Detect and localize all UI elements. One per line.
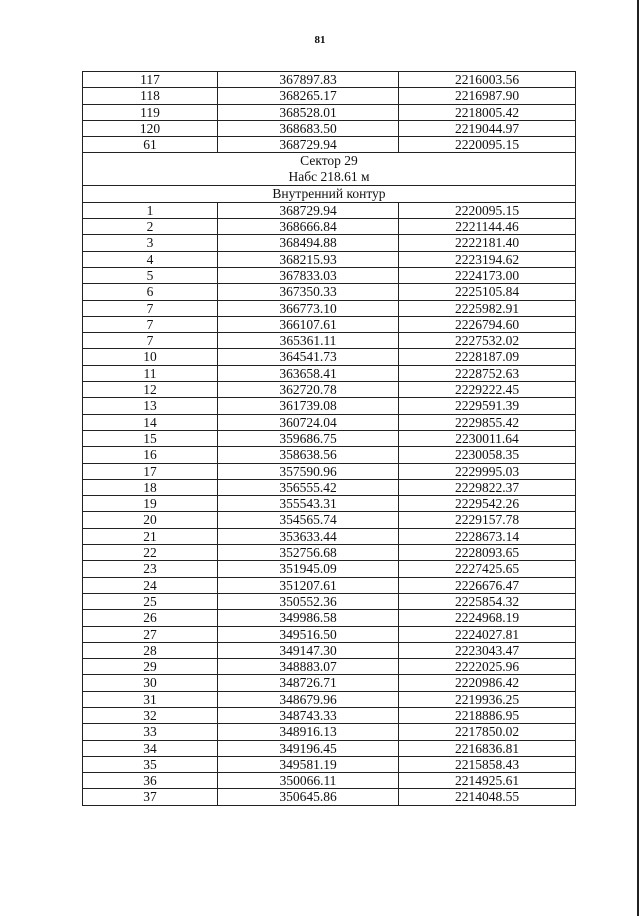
- point-number-cell: 1: [83, 202, 218, 218]
- x-coordinate-cell: 366773.10: [218, 300, 399, 316]
- y-coordinate-cell: 2229542.26: [399, 496, 576, 512]
- table-row: [83, 267, 576, 283]
- x-coordinate-cell: 358638.56: [218, 447, 399, 463]
- table-row: [83, 414, 576, 430]
- table-row: [83, 675, 576, 691]
- y-coordinate-cell: 2219044.97: [399, 120, 576, 136]
- y-coordinate-cell: 2218005.42: [399, 104, 576, 120]
- y-coordinate-cell: 2222181.40: [399, 235, 576, 251]
- sector-title: Сектор 29: [300, 153, 358, 169]
- table-row: [83, 707, 576, 723]
- x-coordinate-cell: 359686.75: [218, 430, 399, 446]
- y-coordinate-cell: 2225854.32: [399, 593, 576, 609]
- y-coordinate-cell: 2224968.19: [399, 610, 576, 626]
- y-coordinate-cell: 2228752.63: [399, 365, 576, 381]
- table-row: [83, 512, 576, 528]
- x-coordinate-cell: 349516.50: [218, 626, 399, 642]
- table-row: [83, 447, 576, 463]
- table-row: [83, 642, 576, 658]
- point-number-cell: 4: [83, 251, 218, 267]
- x-coordinate-cell: 361739.08: [218, 398, 399, 414]
- point-number-cell: 37: [83, 789, 218, 805]
- table-row: [83, 251, 576, 267]
- x-coordinate-cell: 356555.42: [218, 479, 399, 495]
- y-coordinate-cell: 2225982.91: [399, 300, 576, 316]
- x-coordinate-cell: 365361.11: [218, 333, 399, 349]
- y-coordinate-cell: 2220986.42: [399, 675, 576, 691]
- sector-height: Набс 218.61 м: [288, 169, 370, 185]
- point-number-cell: 26: [83, 610, 218, 626]
- point-number-cell: 22: [83, 545, 218, 561]
- y-coordinate-cell: 2219936.25: [399, 691, 576, 707]
- x-coordinate-cell: 354565.74: [218, 512, 399, 528]
- y-coordinate-cell: 2218886.95: [399, 707, 576, 723]
- coordinates-table: [82, 71, 576, 806]
- table-row: [83, 610, 576, 626]
- y-coordinate-cell: 2229822.37: [399, 479, 576, 495]
- x-coordinate-cell: 348883.07: [218, 659, 399, 675]
- table-row: [83, 333, 576, 349]
- point-number-cell: 117: [83, 72, 218, 88]
- table-row: [83, 659, 576, 675]
- y-coordinate-cell: 2223194.62: [399, 251, 576, 267]
- point-number-cell: 30: [83, 675, 218, 691]
- x-coordinate-cell: 349147.30: [218, 642, 399, 658]
- x-coordinate-cell: 355543.31: [218, 496, 399, 512]
- contour-rows: [83, 202, 576, 805]
- x-coordinate-cell: 351945.09: [218, 561, 399, 577]
- point-number-cell: 14: [83, 414, 218, 430]
- point-number-cell: 15: [83, 430, 218, 446]
- point-number-cell: 20: [83, 512, 218, 528]
- y-coordinate-cell: 2225105.84: [399, 284, 576, 300]
- y-coordinate-cell: 2216987.90: [399, 88, 576, 104]
- point-number-cell: 31: [83, 691, 218, 707]
- table-row: [83, 202, 576, 218]
- x-coordinate-cell: 366107.61: [218, 316, 399, 332]
- point-number-cell: 32: [83, 707, 218, 723]
- point-number-cell: 11: [83, 365, 218, 381]
- table-row: [83, 235, 576, 251]
- x-coordinate-cell: 351207.61: [218, 577, 399, 593]
- x-coordinate-cell: 367897.83: [218, 72, 399, 88]
- point-number-cell: 24: [83, 577, 218, 593]
- sector-heading-cell: [83, 153, 576, 186]
- point-number-cell: 25: [83, 593, 218, 609]
- x-coordinate-cell: 368528.01: [218, 104, 399, 120]
- x-coordinate-cell: 348743.33: [218, 707, 399, 723]
- point-number-cell: 17: [83, 463, 218, 479]
- x-coordinate-cell: 349986.58: [218, 610, 399, 626]
- table-row: [83, 88, 576, 104]
- point-number-cell: 18: [83, 479, 218, 495]
- point-number-cell: 2: [83, 219, 218, 235]
- y-coordinate-cell: 2217850.02: [399, 724, 576, 740]
- x-coordinate-cell: 349196.45: [218, 740, 399, 756]
- x-coordinate-cell: 352756.68: [218, 545, 399, 561]
- table-row: [83, 382, 576, 398]
- point-number-cell: 35: [83, 756, 218, 772]
- x-coordinate-cell: 350552.36: [218, 593, 399, 609]
- point-number-cell: 28: [83, 642, 218, 658]
- y-coordinate-cell: 2221144.46: [399, 219, 576, 235]
- x-coordinate-cell: 364541.73: [218, 349, 399, 365]
- point-number-cell: 33: [83, 724, 218, 740]
- point-number-cell: 34: [83, 740, 218, 756]
- x-coordinate-cell: 348679.96: [218, 691, 399, 707]
- table-row: [83, 104, 576, 120]
- x-coordinate-cell: 368683.50: [218, 120, 399, 136]
- table-row: [83, 545, 576, 561]
- y-coordinate-cell: 2230011.64: [399, 430, 576, 446]
- point-number-cell: 13: [83, 398, 218, 414]
- y-coordinate-cell: 2228673.14: [399, 528, 576, 544]
- page-number: 81: [314, 34, 326, 46]
- point-number-cell: 118: [83, 88, 218, 104]
- y-coordinate-cell: 2214925.61: [399, 773, 576, 789]
- table-row: [83, 316, 576, 332]
- x-coordinate-cell: 367350.33: [218, 284, 399, 300]
- table-row: [83, 463, 576, 479]
- table-row: [83, 740, 576, 756]
- y-coordinate-cell: 2226676.47: [399, 577, 576, 593]
- table-row: [83, 300, 576, 316]
- x-coordinate-cell: 368729.94: [218, 137, 399, 153]
- table-row: [83, 577, 576, 593]
- inner-contour-row: [83, 186, 576, 202]
- x-coordinate-cell: 368494.88: [218, 235, 399, 251]
- x-coordinate-cell: 368215.93: [218, 251, 399, 267]
- y-coordinate-cell: 2227532.02: [399, 333, 576, 349]
- y-coordinate-cell: 2227425.65: [399, 561, 576, 577]
- point-number-cell: 5: [83, 267, 218, 283]
- table-row: [83, 496, 576, 512]
- point-number-cell: 10: [83, 349, 218, 365]
- y-coordinate-cell: 2220095.15: [399, 137, 576, 153]
- table-row: [83, 120, 576, 136]
- table-row: [83, 561, 576, 577]
- point-number-cell: 3: [83, 235, 218, 251]
- y-coordinate-cell: 2229157.78: [399, 512, 576, 528]
- x-coordinate-cell: 348916.13: [218, 724, 399, 740]
- x-coordinate-cell: 353633.44: [218, 528, 399, 544]
- point-number-cell: 23: [83, 561, 218, 577]
- y-coordinate-cell: 2229591.39: [399, 398, 576, 414]
- point-number-cell: 61: [83, 137, 218, 153]
- x-coordinate-cell: 350066.11: [218, 773, 399, 789]
- sector-header-row: [83, 153, 576, 186]
- table-row: [83, 398, 576, 414]
- y-coordinate-cell: 2216003.56: [399, 72, 576, 88]
- y-coordinate-cell: 2229855.42: [399, 414, 576, 430]
- x-coordinate-cell: 360724.04: [218, 414, 399, 430]
- table-row: [83, 219, 576, 235]
- x-coordinate-cell: 368265.17: [218, 88, 399, 104]
- x-coordinate-cell: 357590.96: [218, 463, 399, 479]
- point-number-cell: 27: [83, 626, 218, 642]
- table-row: [83, 528, 576, 544]
- y-coordinate-cell: 2224173.00: [399, 267, 576, 283]
- y-coordinate-cell: 2216836.81: [399, 740, 576, 756]
- point-number-cell: 36: [83, 773, 218, 789]
- table-row: [83, 349, 576, 365]
- point-number-cell: 21: [83, 528, 218, 544]
- y-coordinate-cell: 2226794.60: [399, 316, 576, 332]
- inner-contour-label: Внутренний контур: [83, 186, 576, 202]
- table-row: [83, 773, 576, 789]
- point-number-cell: 119: [83, 104, 218, 120]
- y-coordinate-cell: 2220095.15: [399, 202, 576, 218]
- point-number-cell: 19: [83, 496, 218, 512]
- point-number-cell: 12: [83, 382, 218, 398]
- table-row: [83, 789, 576, 805]
- x-coordinate-cell: 350645.86: [218, 789, 399, 805]
- y-coordinate-cell: 2228093.65: [399, 545, 576, 561]
- y-coordinate-cell: 2229995.03: [399, 463, 576, 479]
- point-number-cell: 120: [83, 120, 218, 136]
- table-row: [83, 365, 576, 381]
- point-number-cell: 7: [83, 333, 218, 349]
- x-coordinate-cell: 368729.94: [218, 202, 399, 218]
- table-row: [83, 479, 576, 495]
- table-row: [83, 626, 576, 642]
- y-coordinate-cell: 2224027.81: [399, 626, 576, 642]
- x-coordinate-cell: 348726.71: [218, 675, 399, 691]
- table-row: [83, 593, 576, 609]
- y-coordinate-cell: 2222025.96: [399, 659, 576, 675]
- x-coordinate-cell: 367833.03: [218, 267, 399, 283]
- table-row: [83, 284, 576, 300]
- y-coordinate-cell: 2214048.55: [399, 789, 576, 805]
- x-coordinate-cell: 362720.78: [218, 382, 399, 398]
- table-row: [83, 430, 576, 446]
- table-row: [83, 72, 576, 88]
- point-number-cell: 7: [83, 316, 218, 332]
- x-coordinate-cell: 363658.41: [218, 365, 399, 381]
- point-number-cell: 6: [83, 284, 218, 300]
- x-coordinate-cell: 368666.84: [218, 219, 399, 235]
- table-row: [83, 137, 576, 153]
- point-number-cell: 29: [83, 659, 218, 675]
- x-coordinate-cell: 349581.19: [218, 756, 399, 772]
- point-number-cell: 7: [83, 300, 218, 316]
- page-edge-line: [637, 0, 639, 916]
- table-row: [83, 691, 576, 707]
- y-coordinate-cell: 2228187.09: [399, 349, 576, 365]
- table-row: [83, 756, 576, 772]
- top-rows: [83, 72, 576, 153]
- y-coordinate-cell: 2230058.35: [399, 447, 576, 463]
- y-coordinate-cell: 2223043.47: [399, 642, 576, 658]
- point-number-cell: 16: [83, 447, 218, 463]
- sector-header: [83, 153, 576, 202]
- y-coordinate-cell: 2215858.43: [399, 756, 576, 772]
- table-row: [83, 724, 576, 740]
- y-coordinate-cell: 2229222.45: [399, 382, 576, 398]
